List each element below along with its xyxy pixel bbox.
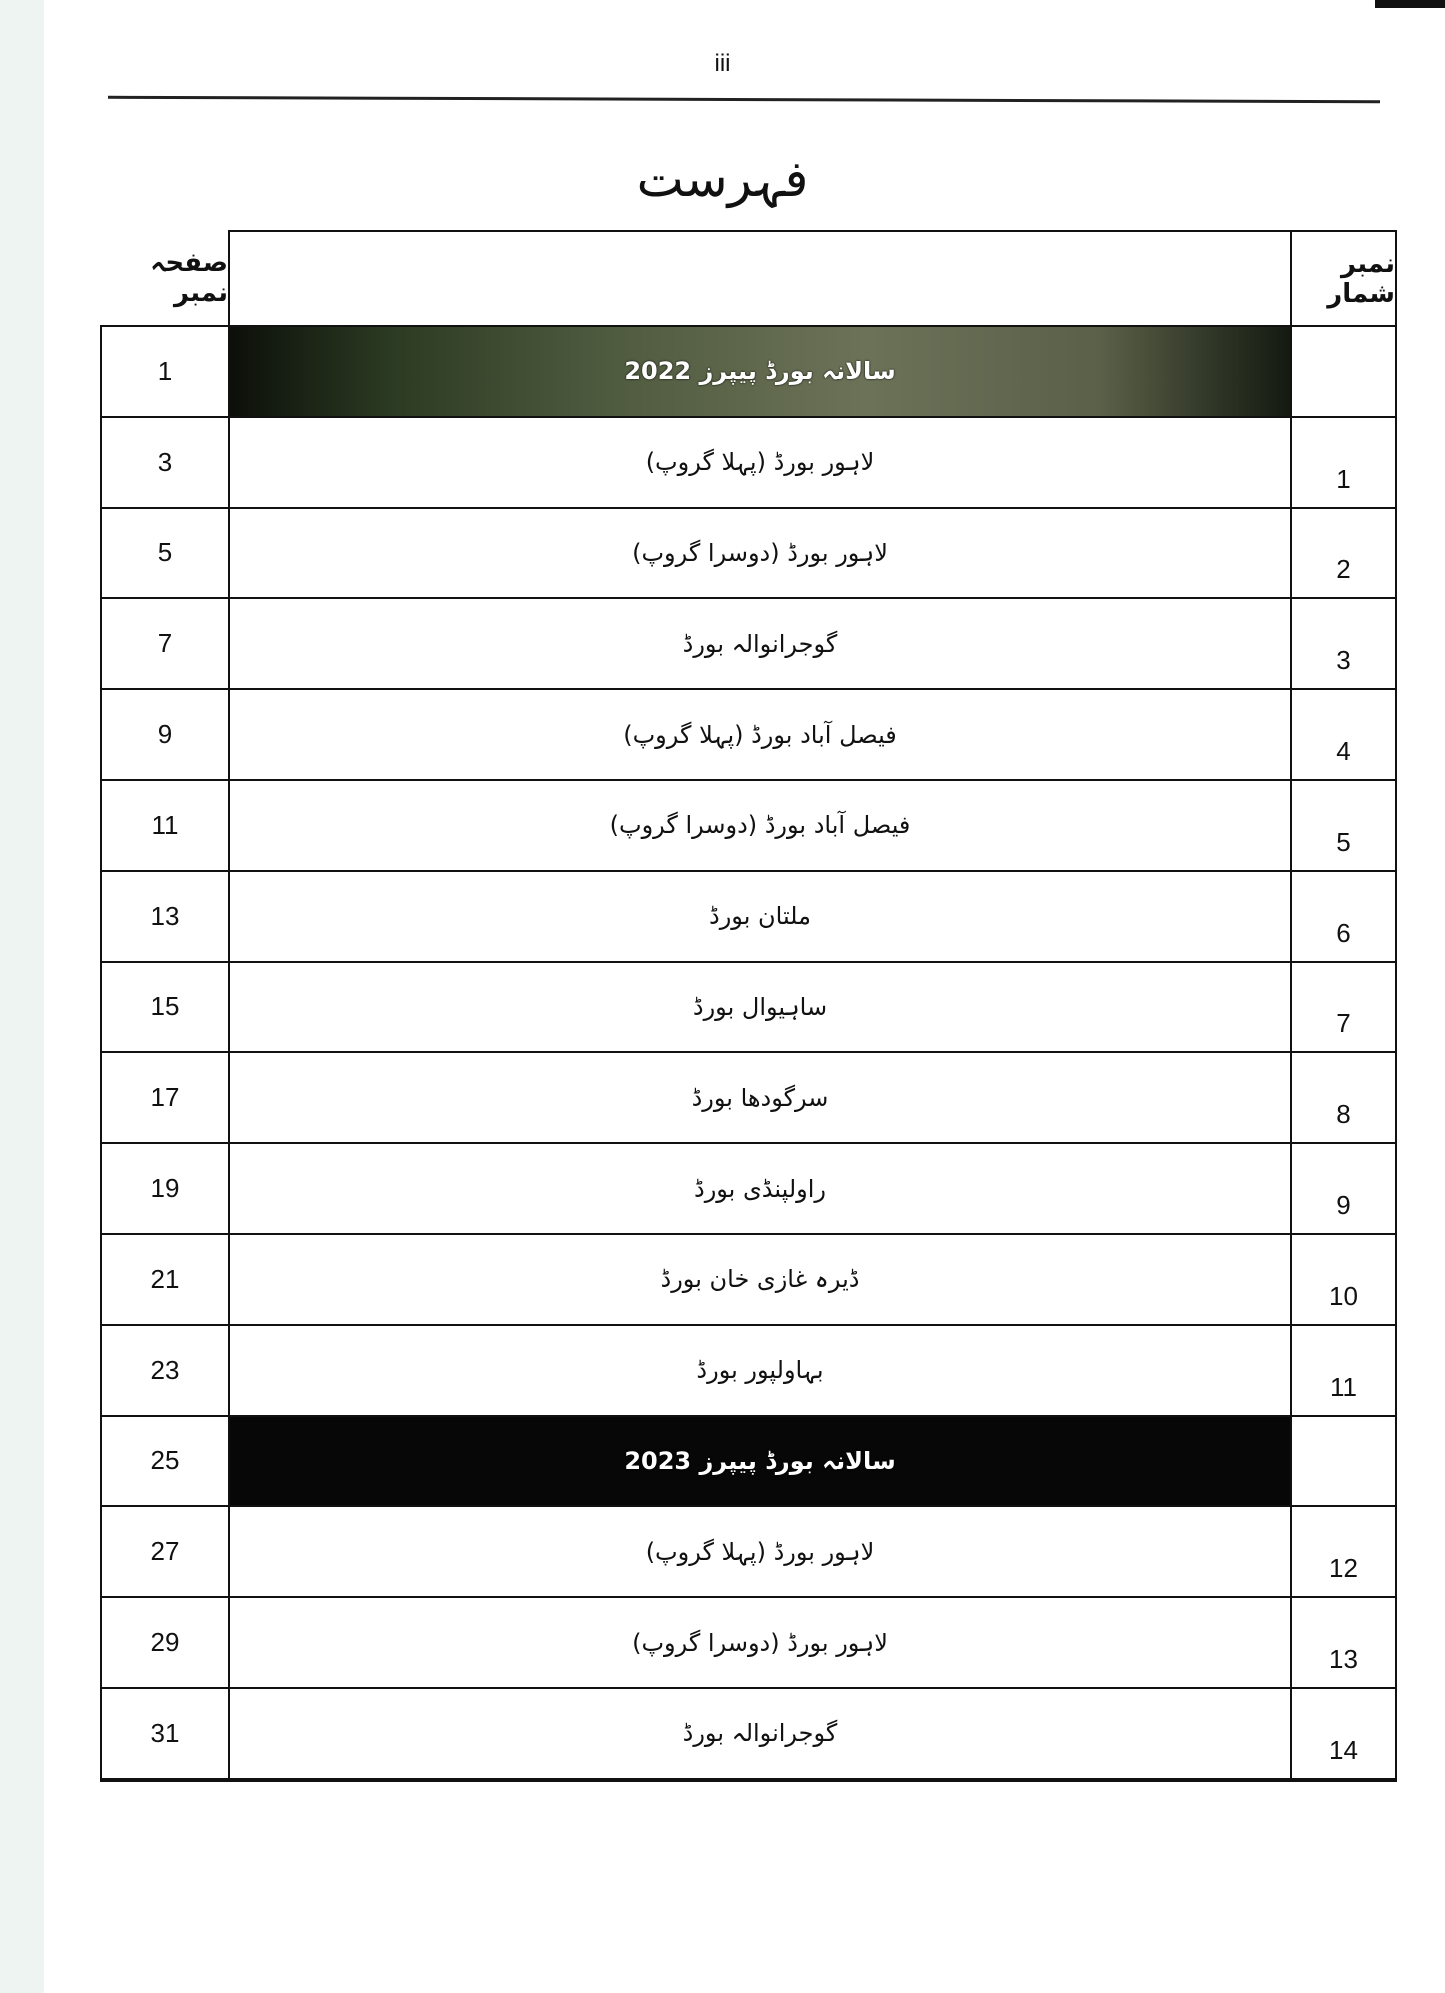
serial-number-cell: 7: [1290, 963, 1395, 1052]
entry-title: لاہور بورڈ (دوسرا گروپ): [228, 1598, 1290, 1687]
serial-number-cell: 12: [1290, 1507, 1395, 1596]
serial-number-cell: 1: [1290, 418, 1395, 507]
entry-title: لاہور بورڈ (دوسرا گروپ): [228, 509, 1290, 598]
entry-title: لاہور بورڈ (پہلا گروپ): [228, 1507, 1290, 1596]
serial-number-cell: 8: [1290, 1053, 1395, 1142]
serial-number-cell: 14: [1290, 1689, 1395, 1778]
entry-title: راولپنڈی بورڈ: [228, 1144, 1290, 1233]
table-row: [100, 1326, 1395, 1417]
page-number-cell: 27: [100, 1507, 228, 1596]
page-number-cell: 25: [100, 1417, 228, 1506]
page-number: iii: [714, 50, 731, 77]
table-row: [100, 509, 1395, 600]
entry-title: فیصل آباد بورڈ (دوسرا گروپ): [228, 781, 1290, 870]
serial-number-cell: 11: [1290, 1326, 1395, 1415]
table-row: [100, 418, 1395, 509]
header-serial-number: نمبر شمار: [1290, 230, 1395, 325]
entry-title: گوجرانوالہ بورڈ: [228, 599, 1290, 688]
entry-title: لاہور بورڈ (پہلا گروپ): [228, 418, 1290, 507]
entry-title: ڈیرہ غازی خان بورڈ: [228, 1235, 1290, 1324]
entry-title: فیصل آباد بورڈ (پہلا گروپ): [228, 690, 1290, 779]
page-number-cell: 7: [100, 599, 228, 688]
table-row: [100, 963, 1395, 1054]
table-row: [100, 690, 1395, 781]
page-number-cell: 11: [100, 781, 228, 870]
serial-number-cell: [1290, 327, 1395, 416]
header-rule: [108, 96, 1380, 103]
serial-number-cell: 3: [1290, 599, 1395, 688]
entry-title: گوجرانوالہ بورڈ: [228, 1689, 1290, 1778]
table-row: [100, 1689, 1395, 1780]
serial-number-cell: 2: [1290, 509, 1395, 598]
page-number-cell: 23: [100, 1326, 228, 1415]
page-number-cell: 5: [100, 509, 228, 598]
table-row: [100, 1235, 1395, 1326]
serial-number-cell: 10: [1290, 1235, 1395, 1324]
table-row: [100, 1598, 1395, 1689]
page-title: فہرست: [636, 150, 809, 208]
serial-number-cell: 6: [1290, 872, 1395, 961]
serial-number-cell: 4: [1290, 690, 1395, 779]
page-number-cell: 15: [100, 963, 228, 1052]
serial-number-cell: [1290, 1417, 1395, 1506]
scan-corner-mark: [1375, 0, 1445, 8]
header-title: [228, 230, 1290, 325]
serial-number-cell: 13: [1290, 1598, 1395, 1687]
page-number-cell: 31: [100, 1689, 228, 1778]
entry-title: بہاولپور بورڈ: [228, 1326, 1290, 1415]
table-header: [100, 230, 1395, 327]
table-row: [100, 872, 1395, 963]
header-page-number: صفحہ نمبر: [150, 247, 228, 308]
contents-table: [100, 230, 1397, 1782]
table-row: [100, 1053, 1395, 1144]
table-row: [100, 1507, 1395, 1598]
page-number-cell: 3: [100, 418, 228, 507]
scan-edge: [0, 0, 44, 1993]
serial-number-cell: 9: [1290, 1144, 1395, 1233]
section-title: سالانہ بورڈ پیپرز 2022: [228, 327, 1290, 416]
table-row: [100, 599, 1395, 690]
page-number-cell: 1: [100, 327, 228, 416]
entry-title: ملتان بورڈ: [228, 872, 1290, 961]
section-row: [100, 327, 1395, 418]
page-number-cell: 19: [100, 1144, 228, 1233]
page-number-cell: 17: [100, 1053, 228, 1142]
page-number-cell: 9: [100, 690, 228, 779]
table-row: [100, 1144, 1395, 1235]
section-title: سالانہ بورڈ پیپرز 2023: [228, 1417, 1290, 1506]
page-number-cell: 13: [100, 872, 228, 961]
table-row: [100, 781, 1395, 872]
serial-number-cell: 5: [1290, 781, 1395, 870]
page-number-cell: 21: [100, 1235, 228, 1324]
entry-title: سرگودھا بورڈ: [228, 1053, 1290, 1142]
section-row: [100, 1417, 1395, 1508]
entry-title: ساہیوال بورڈ: [228, 963, 1290, 1052]
page-number-cell: 29: [100, 1598, 228, 1687]
